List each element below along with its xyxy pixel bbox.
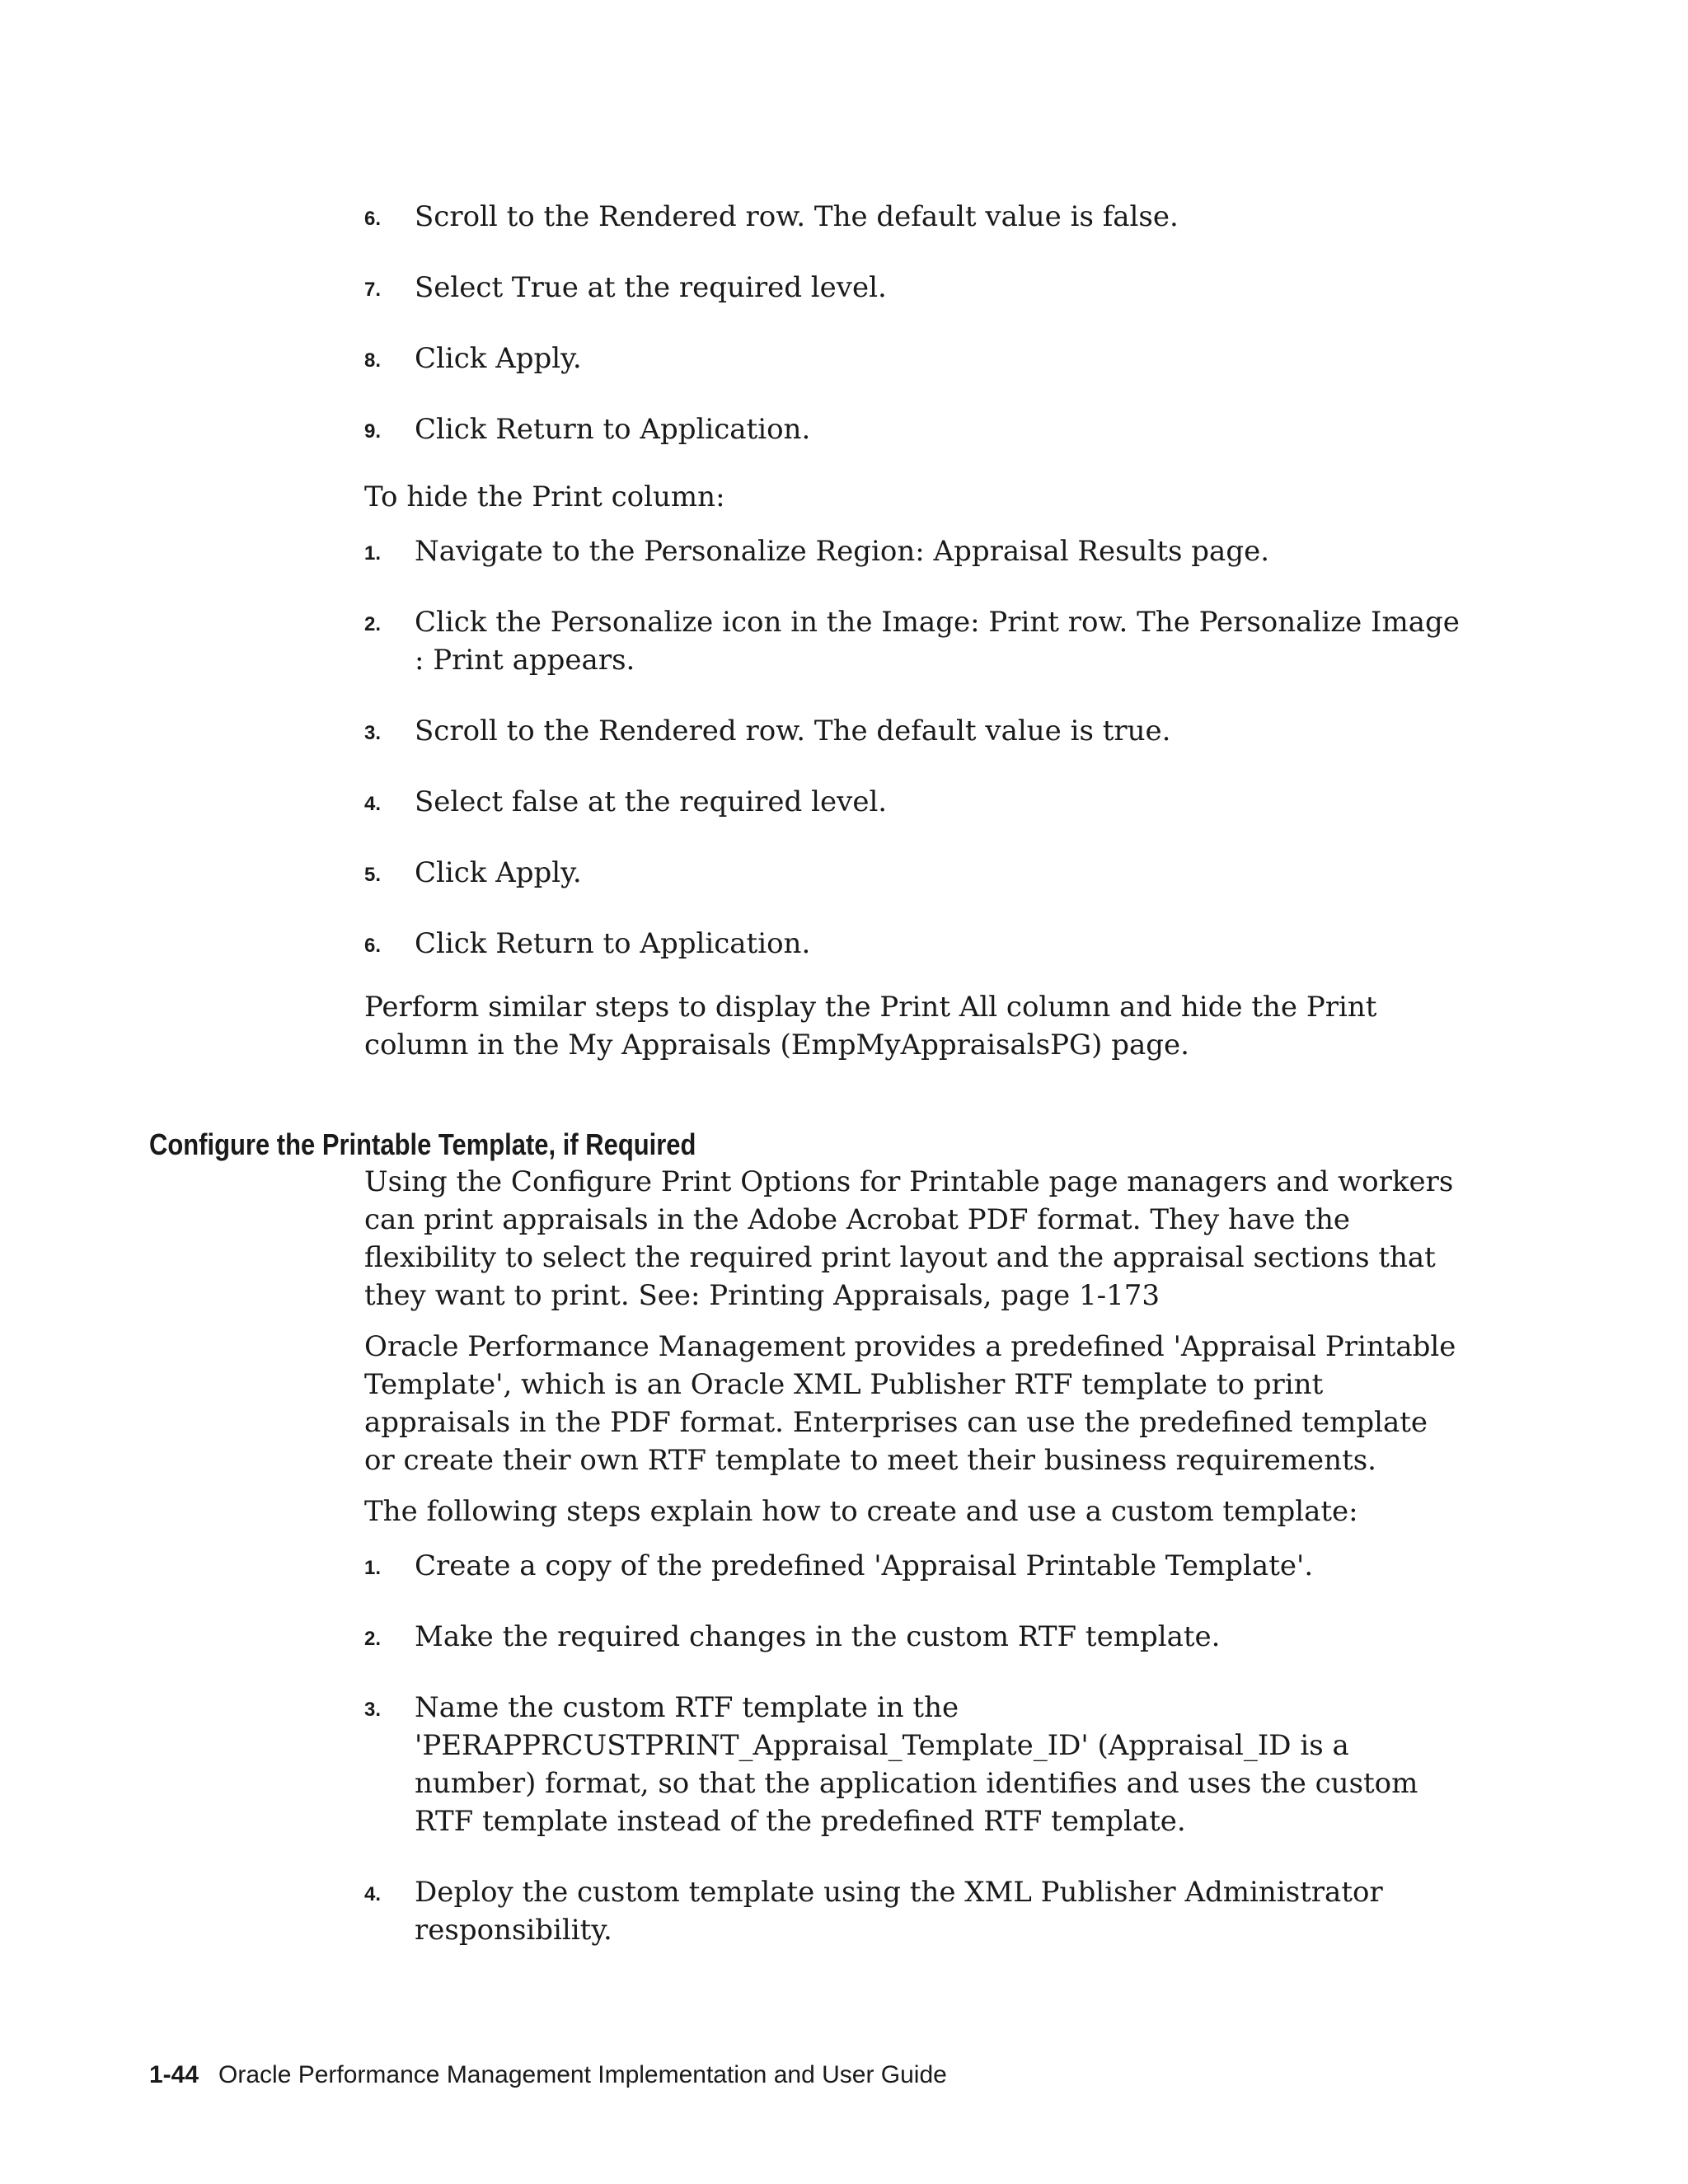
- list-item: [364, 1873, 1461, 1949]
- print-options-paragraph: Using the Configure Print Options for Printable page managers and workers can print appraisals in the Adobe Acrobat PDF format. They have the flexibility to select the required print layout and the appraisal sections that they want to print. See: Printing Appraisals, page 1-173: [364, 1165, 1454, 1312]
- step-text: Click Return to Application.: [415, 413, 811, 446]
- list-item: [364, 340, 1461, 377]
- step-number: 1.: [364, 1557, 382, 1579]
- step-text: Click Apply.: [415, 342, 582, 375]
- step-text: Scroll to the Rendered row. The default value is true.: [415, 715, 1171, 748]
- step-number: 9.: [364, 420, 382, 443]
- step-text: Name the custom RTF template in the 'PERAPPRCUSTPRINT_Appraisal_Template_ID' (Appraisal_ID is a number) format, so that the application identifies and uses the custom RTF template instead of the predefined RTF template.: [415, 1691, 1418, 1838]
- list-item: [364, 603, 1461, 679]
- step-text: Click Return to Application.: [415, 927, 811, 960]
- step-text: Scroll to the Rendered row. The default value is false.: [415, 200, 1179, 233]
- steps-list-custom-template: [364, 1547, 1461, 1982]
- steps-list-hide-print: [364, 532, 1461, 996]
- step-number: 3.: [364, 1699, 382, 1721]
- step-text: Create a copy of the predefined 'Appraisal Printable Template'.: [415, 1549, 1314, 1582]
- step-number: 8.: [364, 349, 382, 372]
- list-item: [364, 1689, 1461, 1840]
- step-number: 1.: [364, 542, 382, 565]
- step-number: 4.: [364, 1883, 382, 1905]
- step-text: Deploy the custom template using the XML Publisher Administrator responsibility.: [415, 1876, 1383, 1947]
- list-item: [364, 532, 1461, 570]
- step-number: 3.: [364, 722, 382, 744]
- list-item: [364, 925, 1461, 963]
- custom-template-intro: The following steps explain how to create and use a custom template:: [364, 1495, 1358, 1528]
- step-text: Click the Personalize icon in the Image: Print row. The Personalize Image : Print appears.: [415, 606, 1460, 677]
- step-number: 2.: [364, 1628, 382, 1650]
- step-text: Select false at the required level.: [415, 785, 888, 818]
- book-title: Oracle Performance Management Implementation and User Guide: [218, 2061, 947, 2088]
- similar-steps-paragraph: Perform similar steps to display the Print All column and hide the Print column in the My Appraisals (EmpMyAppraisalsPG) page.: [364, 991, 1377, 1062]
- step-number: 6.: [364, 208, 382, 230]
- predefined-template-paragraph: Oracle Performance Management provides a predefined 'Appraisal Printable Template', which is an Oracle XML Publisher RTF template to print appraisals in the PDF format. Enterprises can use the predefined template or create their own RTF template to meet their business requirements.: [364, 1330, 1456, 1477]
- list-item: [364, 854, 1461, 892]
- step-text: Select True at the required level.: [415, 271, 887, 304]
- steps-list-show-print-all: [364, 198, 1461, 481]
- step-text: Navigate to the Personalize Region: Appraisal Results page.: [415, 535, 1270, 568]
- step-text: Make the required changes in the custom RTF template.: [415, 1620, 1221, 1653]
- list-item: [364, 269, 1461, 307]
- step-number: 6.: [364, 935, 382, 957]
- hide-print-intro: To hide the Print column:: [364, 480, 725, 513]
- list-item: [364, 198, 1461, 236]
- list-item: [364, 410, 1461, 448]
- section-heading: Configure the Printable Template, if Required: [149, 1127, 696, 1161]
- list-item: [364, 712, 1461, 750]
- step-number: 4.: [364, 793, 382, 815]
- page-footer: [149, 2059, 947, 2092]
- list-item: [364, 1547, 1461, 1585]
- list-item: [364, 1618, 1461, 1656]
- step-text: Click Apply.: [415, 856, 582, 889]
- step-number: 2.: [364, 613, 382, 635]
- step-number: 5.: [364, 864, 382, 886]
- page-number: 1-44: [149, 2061, 199, 2088]
- step-number: 7.: [364, 279, 382, 301]
- list-item: [364, 783, 1461, 821]
